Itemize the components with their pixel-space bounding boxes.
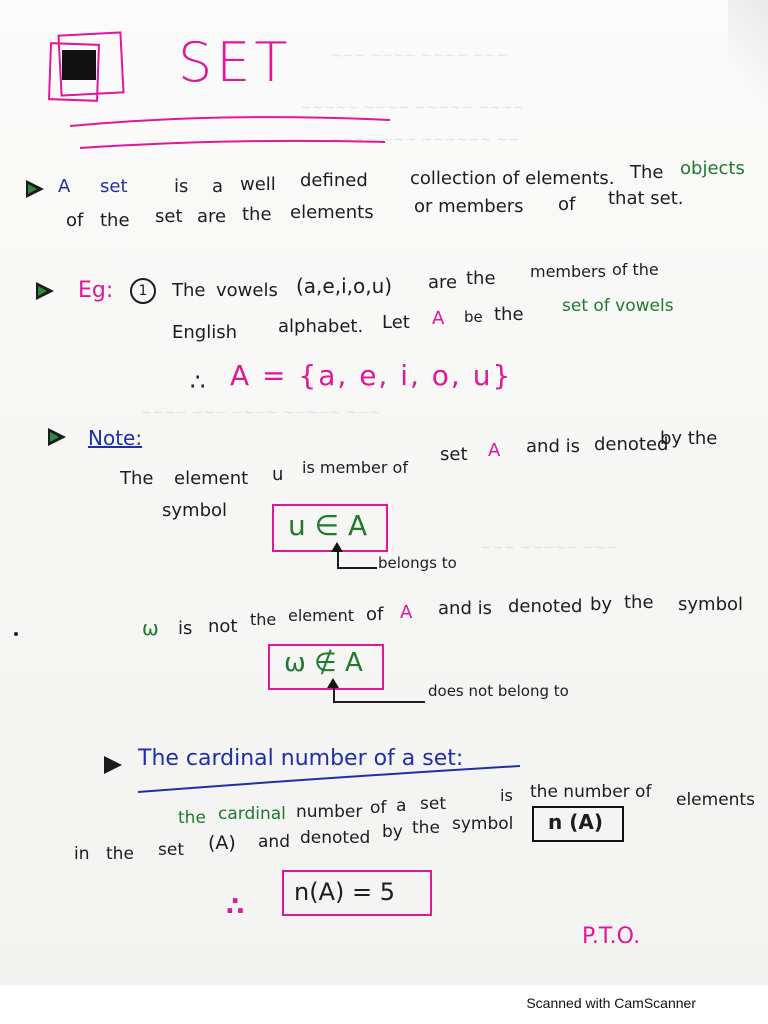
note-label: Note: <box>88 426 143 450</box>
note-word: and is <box>438 598 492 619</box>
example-word: alphabet. <box>278 316 364 337</box>
cardinal-word: the <box>106 844 134 864</box>
bleed-through: ~~~ ~~~~~ ~~~ <box>480 540 618 556</box>
example-word: are <box>428 272 458 293</box>
title-box-icon <box>40 28 130 110</box>
def-word: set <box>100 176 128 197</box>
def-word: the <box>100 210 130 231</box>
cardinal-heading: The cardinal number of a set: <box>138 746 464 771</box>
pointer-line <box>333 701 425 703</box>
def-word: well <box>240 174 276 195</box>
def-word: defined <box>300 170 368 191</box>
bleed-through: ~~~~ ~~~ ~~~~~~ ~~ <box>330 132 520 148</box>
cardinal-word: symbol <box>452 814 514 834</box>
scanner-footer <box>0 985 768 1024</box>
cardinal-word: is <box>500 786 513 805</box>
pto-note: P.T.O. <box>582 924 641 949</box>
cardinal-word: in <box>74 844 90 864</box>
vowel-set-expression: A = {a, e, i, o, u} <box>230 359 513 392</box>
note-word: of <box>366 604 384 625</box>
def-word: A <box>58 176 71 197</box>
bleed-through: ~~~ ~~~~ ~~~~ ~~~ <box>330 48 508 64</box>
cardinal-word: by <box>382 822 403 842</box>
note-word: set <box>440 444 468 465</box>
example-word: (a,e,i,o,u) <box>296 274 393 298</box>
bullet-arrow-icon <box>48 428 66 446</box>
example-word: the <box>494 304 524 325</box>
note-word: u <box>272 464 284 485</box>
def-word: elements <box>290 202 374 223</box>
def-word: are <box>197 206 227 227</box>
cardinal-word: set <box>158 840 184 860</box>
note-word: symbol <box>678 594 744 615</box>
therefore-symbol: ∴ <box>190 368 206 396</box>
note-word: the <box>624 592 654 613</box>
cardinal-word: (A) <box>208 832 236 854</box>
example-word: A <box>432 308 445 329</box>
example-word: of the <box>612 260 659 279</box>
note-word: not <box>208 616 238 637</box>
note-word: The <box>120 468 154 489</box>
example-number: 1 <box>130 278 156 304</box>
nonmember-symbol: ω ∉ A <box>284 648 363 678</box>
def-word: set <box>155 206 183 227</box>
cardinal-symbol: n (A) <box>548 810 603 834</box>
example-word: members <box>530 262 606 281</box>
def-word: of <box>558 194 576 215</box>
def-word: collection of elements. <box>410 168 615 189</box>
def-word: that set. <box>608 188 684 209</box>
note-word: ω <box>142 616 159 640</box>
cardinal-word: a <box>396 796 407 816</box>
bleed-through: ~~~~~ ~~~~ ~~~~~ ~~~~ <box>300 100 525 116</box>
def-word: objects <box>680 158 745 179</box>
note-word: A <box>400 602 413 623</box>
def-word: is <box>174 176 189 197</box>
def-word: or members <box>414 196 524 217</box>
example-word: Let <box>382 312 410 333</box>
example-word: English <box>172 322 237 343</box>
scanner-watermark-text: Scanned with CamScanner <box>526 995 696 1011</box>
example-label: Eg: <box>78 278 114 303</box>
note-word: denoted <box>508 596 583 617</box>
note-word: the <box>250 610 277 629</box>
member-symbol: u ∈ A <box>288 509 368 542</box>
note-word: and is <box>526 436 580 457</box>
def-word: a <box>212 176 224 197</box>
def-word: The <box>630 162 664 183</box>
note-word: element <box>174 468 249 489</box>
cardinal-word: of <box>370 798 387 818</box>
cardinal-word: set <box>420 794 446 814</box>
cardinal-word: the <box>178 808 206 828</box>
example-word: vowels <box>216 280 278 301</box>
def-word: of <box>66 210 84 231</box>
bleed-through: ~~~~ ~~~ ~~~~ ~~~~~ ~~~ <box>140 405 381 421</box>
cardinal-word: denoted <box>300 828 371 848</box>
therefore-symbol: ∴ <box>226 892 245 922</box>
cardinal-word: cardinal <box>218 804 286 824</box>
note-word: is member of <box>302 458 408 477</box>
note-word: symbol <box>162 500 228 521</box>
pointer-line <box>333 688 335 702</box>
def-word: the <box>242 204 272 225</box>
note-word: element <box>288 606 354 625</box>
example-word: be <box>464 308 483 326</box>
note-word: by <box>590 594 613 615</box>
title-underline <box>60 100 400 160</box>
cardinal-word: and <box>258 832 290 852</box>
cardinal-word: number <box>296 802 363 822</box>
ink-dot <box>14 632 18 636</box>
cardinal-word: the <box>412 818 440 838</box>
pointer-line <box>337 567 377 569</box>
note-word: A <box>488 440 501 461</box>
cardinal-word: elements <box>676 790 755 810</box>
pointer-line <box>337 552 339 568</box>
note-word: by the <box>660 428 718 449</box>
example-word: The <box>172 280 206 301</box>
cardinal-word: the number of <box>530 782 652 802</box>
member-caption: belongs to <box>378 554 457 572</box>
bullet-arrow-icon <box>26 180 44 198</box>
example-word: set of vowels <box>562 296 674 316</box>
page-title: SET <box>178 31 292 94</box>
cardinal-result: n(A) = 5 <box>294 878 395 906</box>
note-word: is <box>178 618 193 639</box>
page-corner-fold <box>728 0 768 120</box>
arrow-up-icon <box>327 678 339 688</box>
example-word: the <box>466 268 496 289</box>
bullet-arrow-icon <box>104 756 122 774</box>
arrow-up-icon <box>331 542 343 552</box>
nonmember-caption: does not belong to <box>428 682 569 700</box>
bullet-arrow-icon <box>36 282 54 300</box>
note-word: denoted <box>594 434 669 455</box>
